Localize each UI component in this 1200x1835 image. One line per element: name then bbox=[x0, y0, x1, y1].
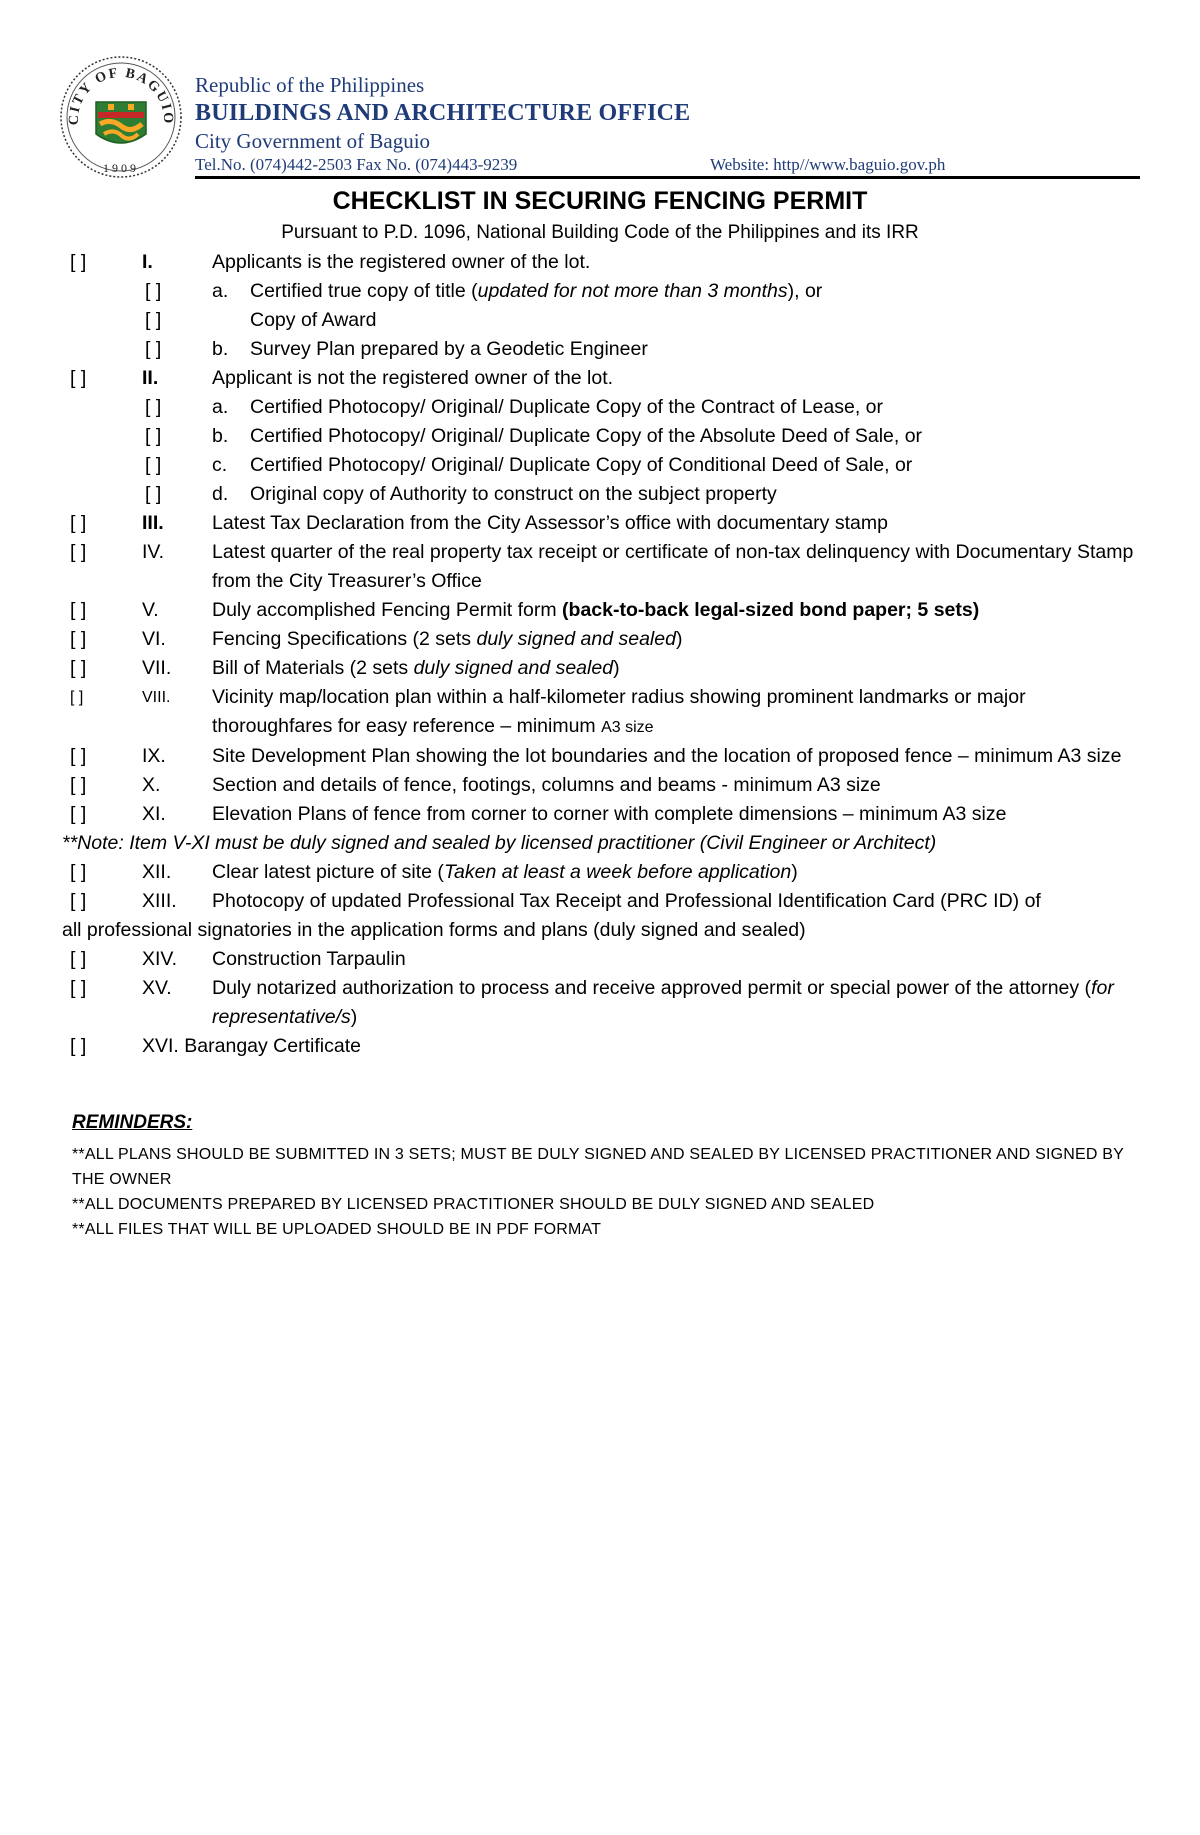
checkbox[interactable]: [ ] bbox=[70, 251, 87, 273]
telephone-fax: Tel.No. (074)442-2503 Fax No. (074)443-9239 bbox=[195, 155, 518, 174]
list-item bbox=[62, 248, 1142, 277]
checkbox[interactable]: [ ] bbox=[70, 628, 87, 650]
checkbox[interactable]: [ ] bbox=[70, 599, 87, 621]
item-text: Section and details of fence, footings, columns and beams - minimum A3 size bbox=[212, 774, 881, 796]
item-text: Survey Plan prepared by a Geodetic Engineer bbox=[250, 338, 648, 360]
checkbox[interactable]: [ ] bbox=[70, 890, 87, 912]
reminder-line: **ALL PLANS SHOULD BE SUBMITTED IN 3 SETS; MUST BE DULY SIGNED AND SEALED BY LICENSED PRACTITIONER AND SIGNED BY THE OWNER bbox=[72, 1146, 1124, 1188]
item-text: Fencing Specifications (2 sets duly signed and sealed) bbox=[212, 628, 683, 650]
checkbox[interactable]: [ ] bbox=[145, 396, 162, 418]
checkbox[interactable]: [ ] bbox=[70, 977, 87, 999]
header-divider bbox=[195, 176, 1140, 179]
reminders-heading: REMINDERS: bbox=[72, 1112, 193, 1133]
item-number: VII. bbox=[142, 657, 172, 679]
item-number: III. bbox=[142, 512, 164, 534]
city-seal-logo bbox=[56, 52, 186, 182]
item-number: I. bbox=[142, 251, 153, 273]
list-item bbox=[62, 393, 1142, 422]
list-item bbox=[62, 800, 1142, 829]
republic-line: Republic of the Philippines bbox=[195, 73, 425, 97]
list-item bbox=[62, 771, 1142, 800]
list-item bbox=[62, 625, 1142, 654]
item-letter: d. bbox=[212, 483, 229, 505]
list-item bbox=[62, 480, 1142, 509]
item-text: Construction Tarpaulin bbox=[212, 948, 406, 970]
checkbox[interactable]: [ ] bbox=[145, 309, 162, 331]
list-item bbox=[62, 509, 1142, 538]
list-item bbox=[62, 422, 1142, 451]
list-item bbox=[62, 974, 1142, 1032]
page-subtitle: Pursuant to P.D. 1096, National Building Code of the Philippines and its IRR bbox=[281, 222, 919, 243]
list-item bbox=[62, 1032, 1142, 1061]
checkbox[interactable]: [ ] bbox=[145, 425, 162, 447]
item-text: Certified true copy of title (updated for not more than 3 months), or bbox=[250, 280, 823, 302]
letterhead bbox=[195, 72, 1145, 176]
item-number: IX. bbox=[142, 745, 166, 767]
item-text: Latest Tax Declaration from the City Assessor’s office with documentary stamp bbox=[212, 512, 888, 534]
item-number: XI. bbox=[142, 803, 166, 825]
seal-shield bbox=[96, 102, 146, 143]
checkbox[interactable]: [ ] bbox=[70, 803, 87, 825]
list-item bbox=[62, 277, 1142, 306]
checkbox[interactable]: [ ] bbox=[70, 745, 87, 767]
checkbox[interactable]: [ ] bbox=[145, 280, 162, 302]
seal-text: CITY OF BAGUIO bbox=[66, 65, 176, 126]
item-letter: a. bbox=[212, 280, 229, 302]
page-title: CHECKLIST IN SECURING FENCING PERMIT bbox=[332, 187, 868, 215]
checkbox[interactable]: [ ] bbox=[70, 689, 84, 706]
item-number: II. bbox=[142, 367, 159, 389]
list-item bbox=[62, 451, 1142, 480]
note: **Note: Item V-XI must be duly signed and sealed by licensed practitioner (Civil Engineer or Architect) bbox=[62, 832, 937, 854]
item-letter: c. bbox=[212, 454, 228, 476]
item-text: Duly accomplished Fencing Permit form (back-to-back legal-sized bond paper; 5 sets) bbox=[212, 599, 980, 621]
checkbox[interactable]: [ ] bbox=[70, 657, 87, 679]
list-item bbox=[62, 945, 1142, 974]
item-text: Original copy of Authority to construct on the subject property bbox=[250, 483, 777, 505]
item-text: Certified Photocopy/ Original/ Duplicate Copy of Conditional Deed of Sale, or bbox=[250, 454, 913, 476]
item-number: XV. bbox=[142, 977, 172, 999]
checkbox[interactable]: [ ] bbox=[145, 483, 162, 505]
item-text: Photocopy of updated Professional Tax Receipt and Professional Identification Card (PRC ID) of bbox=[212, 890, 1041, 912]
list-item bbox=[62, 887, 1142, 916]
checkbox[interactable]: [ ] bbox=[145, 454, 162, 476]
checkbox[interactable]: [ ] bbox=[70, 861, 87, 883]
item-text: Site Development Plan showing the lot boundaries and the location of proposed fence – minimum A3 size bbox=[212, 745, 1122, 767]
item-number: IV. bbox=[142, 541, 165, 563]
item-text: Certified Photocopy/ Original/ Duplicate Copy of the Contract of Lease, or bbox=[250, 396, 883, 418]
list-item bbox=[62, 306, 1142, 335]
list-item bbox=[62, 742, 1142, 771]
item-text: all professional signatories in the application forms and plans (duly signed and sealed) bbox=[62, 919, 806, 941]
reminders-section bbox=[72, 1110, 1142, 1242]
reminder-line: **ALL FILES THAT WILL BE UPLOADED SHOULD BE IN PDF FORMAT bbox=[72, 1221, 602, 1238]
item-number: VIII. bbox=[142, 689, 171, 706]
list-item bbox=[62, 364, 1142, 393]
reminder-line: **ALL DOCUMENTS PREPARED BY LICENSED PRACTITIONER SHOULD BE DULY SIGNED AND SEALED bbox=[72, 1196, 875, 1213]
seal-year: 1909 bbox=[103, 161, 139, 175]
list-item bbox=[62, 654, 1142, 683]
list-item-continuation bbox=[62, 916, 1142, 945]
office-name: BUILDINGS AND ARCHITECTURE OFFICE bbox=[195, 100, 691, 126]
item-text: Applicant is not the registered owner of the lot. bbox=[212, 367, 614, 389]
contact-line bbox=[195, 154, 1145, 176]
item-text: Latest quarter of the real property tax receipt or certificate of non-tax delinquency with Documentary Stamp from the City Treasurer’s Office bbox=[212, 541, 1134, 592]
item-number: VI. bbox=[142, 628, 166, 650]
checkbox[interactable]: [ ] bbox=[70, 541, 87, 563]
website: Website: http//www.baguio.gov.ph bbox=[710, 155, 946, 174]
item-text: Applicants is the registered owner of the lot. bbox=[212, 251, 591, 273]
checklist bbox=[62, 248, 1142, 1061]
list-item bbox=[62, 683, 1142, 742]
checkbox[interactable]: [ ] bbox=[70, 367, 87, 389]
list-item bbox=[62, 858, 1142, 887]
item-text: Elevation Plans of fence from corner to corner with complete dimensions – minimum A3 size bbox=[212, 803, 1007, 825]
item-letter: b. bbox=[212, 338, 229, 360]
checkbox[interactable]: [ ] bbox=[70, 1035, 87, 1057]
item-text: Clear latest picture of site (Taken at least a week before application) bbox=[212, 861, 798, 883]
item-number: X. bbox=[142, 774, 161, 796]
list-item bbox=[62, 538, 1142, 596]
item-text: Bill of Materials (2 sets duly signed and sealed) bbox=[212, 657, 620, 679]
item-number: XIV. bbox=[142, 948, 178, 970]
checkbox[interactable]: [ ] bbox=[145, 338, 162, 360]
item-number: XIII. bbox=[142, 890, 177, 912]
checkbox[interactable]: [ ] bbox=[70, 512, 87, 534]
city-government: City Government of Baguio bbox=[195, 129, 431, 153]
checkbox[interactable]: [ ] bbox=[70, 948, 87, 970]
item-letter: a. bbox=[212, 396, 229, 418]
item-text: Copy of Award bbox=[250, 309, 377, 331]
checkbox[interactable]: [ ] bbox=[70, 774, 87, 796]
item-number: V. bbox=[142, 599, 159, 621]
item-text: Certified Photocopy/ Original/ Duplicate Copy of the Absolute Deed of Sale, or bbox=[250, 425, 923, 447]
list-item bbox=[62, 596, 1142, 625]
item-text: Vicinity map/location plan within a half-kilometer radius showing prominent landmarks or major thoroughfares for easy reference – minimum A3 size bbox=[212, 686, 1026, 737]
item-text: XVI. Barangay Certificate bbox=[142, 1035, 361, 1057]
item-letter: b. bbox=[212, 425, 229, 447]
list-item bbox=[62, 335, 1142, 364]
item-text: Duly notarized authorization to process and receive approved permit or special power of the attorney (for representative/s) bbox=[212, 977, 1114, 1028]
item-number: XII. bbox=[142, 861, 172, 883]
